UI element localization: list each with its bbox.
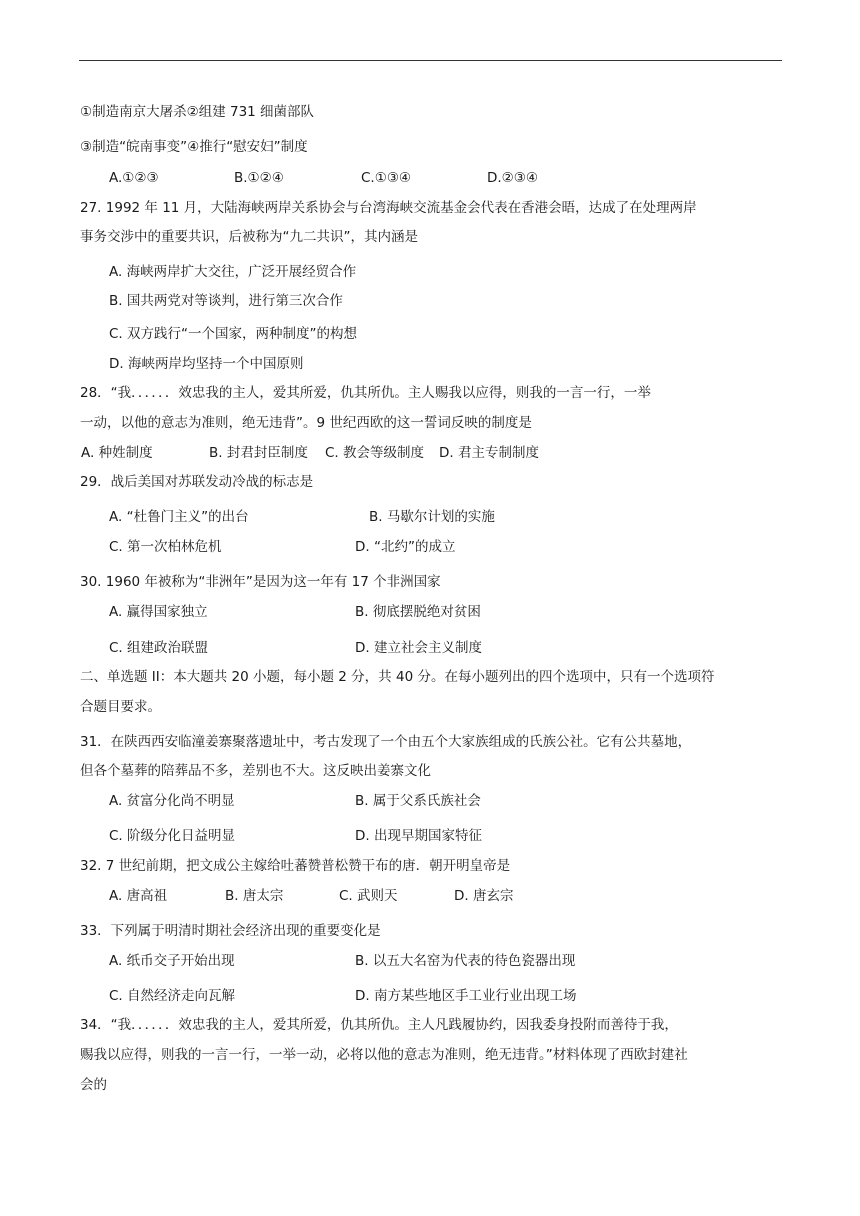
question-32-stem: 32. 7 世纪前期，把文成公主嫁给吐蕃赞普松赞干布的唐．朝开明皇帝是 xyxy=(80,858,511,874)
question-29-stem: 29．战后美国对苏联发动冷战的标志是 xyxy=(80,474,314,490)
q33-option-a: A. 纸币交子开始出现 xyxy=(109,953,235,969)
q33-option-b: B. 以五大名窑为代表的待色瓷器出现 xyxy=(355,953,576,969)
question-34-stem-cont: 赐我以应得，则我的一言一行，一举一动，必将以他的意志为准则，绝无违背。”材料体现了西欧封建社 xyxy=(80,1047,688,1063)
question-28-stem: 28．“我．．．．．．效忠我的主人，爱其所爱，仇其所仇。主人赐我以应得，则我的一言一行，一举 xyxy=(80,385,651,401)
q30-option-d: D. 建立社会主义制度 xyxy=(355,640,482,656)
q33-option-c: C. 自然经济走向瓦解 xyxy=(109,988,236,1004)
q33-option-d: D. 南方某些地区手工业行业出现工场 xyxy=(355,988,577,1004)
q29-option-b: B. 马歇尔计划的实施 xyxy=(369,509,495,525)
question-30-stem: 30. 1960 年被称为“非洲年”是因为这一年有 17 个非洲国家 xyxy=(80,574,441,590)
option-line-2: ③制造“皖南事变”④推行“慰安妇”制度 xyxy=(80,139,308,155)
q27-option-d: D. 海峡两岸均坚持一个中国原则 xyxy=(109,356,304,372)
q32-option-b: B. 唐太宗 xyxy=(225,888,284,904)
q29-option-a: A. “杜鲁门主义”的出台 xyxy=(109,509,249,525)
q27-option-c: C. 双方践行“一个国家，两种制度”的构想 xyxy=(109,326,357,342)
q29-option-d: D. “北约”的成立 xyxy=(355,539,456,555)
question-27-stem-cont: 事务交涉中的重要共识，后被称为“九二共识”，其内涵是 xyxy=(80,229,418,245)
choice-d: D.②③④ xyxy=(487,170,538,186)
q29-option-c: C. 第一次柏林危机 xyxy=(109,539,222,555)
question-31-stem-cont: 但各个墓葬的陪葬品不多，差别也不大。这反映出姜寨文化 xyxy=(80,763,431,779)
q28-option-a: A. 种姓制度 xyxy=(81,445,153,461)
q32-option-c: C. 武则天 xyxy=(339,888,398,904)
header-rule xyxy=(79,60,782,61)
q30-option-c: C. 组建政治联盟 xyxy=(109,640,209,656)
q30-option-a: A. 赢得国家独立 xyxy=(109,604,208,620)
choice-a: A.①②③ xyxy=(109,170,159,186)
q31-option-c: C. 阶级分化日益明显 xyxy=(109,828,236,844)
q32-option-a: A. 唐高祖 xyxy=(109,888,168,904)
choice-c: C.①③④ xyxy=(361,170,412,186)
question-31-stem: 31．在陕西西安临潼姜寨聚落遗址中，考古发现了一个由五个大家族组成的氏族公社。它有公共墓地， xyxy=(80,734,692,750)
q31-option-b: B. 属于父系氏族社会 xyxy=(355,793,481,809)
q27-option-a: A. 海峡两岸扩大交往，广泛开展经贸合作 xyxy=(109,264,357,280)
q31-option-a: A. 贫富分化尚不明显 xyxy=(109,793,235,809)
question-28-stem-cont: 一动，以他的意志为准则，绝无违背”。9 世纪西欧的这一誓词反映的制度是 xyxy=(80,415,532,431)
q28-option-d: D. 君主专制制度 xyxy=(439,445,539,461)
q28-option-c: C. 教会等级制度 xyxy=(325,445,425,461)
option-line-1: ①制造南京大屠杀②组建 731 细菌部队 xyxy=(80,104,315,120)
question-34-stem-end: 会的 xyxy=(80,1077,107,1093)
question-33-stem: 33．下列属于明清时期社会经济出现的重要变化是 xyxy=(80,923,381,939)
q27-option-b: B. 国共两党对等谈判，进行第三次合作 xyxy=(109,293,343,309)
question-27-stem: 27. 1992 年 11 月，大陆海峡两岸关系协会与台湾海峡交流基金会代表在香港会晤，达成了在处理两岸 xyxy=(80,200,697,216)
question-34-stem: 34．“我．．．．．．效忠我的主人，爱其所爱，仇其所仇。主人凡践履协约，因我委身投附而善待于我， xyxy=(80,1017,678,1033)
section-two-heading-cont: 合题目要求。 xyxy=(80,699,161,715)
q31-option-d: D. 出现早期国家特征 xyxy=(355,828,482,844)
q30-option-b: B. 彻底摆脱绝对贫困 xyxy=(355,604,481,620)
section-two-heading: 二、单选题 II：本大题共 20 小题，每小题 2 分，共 40 分。在每小题列出的四个选项中，只有一个选项符 xyxy=(80,669,715,685)
q32-option-d: D. 唐玄宗 xyxy=(454,888,514,904)
q28-option-b: B. 封君封臣制度 xyxy=(209,445,308,461)
choice-b: B.①②④ xyxy=(234,170,284,186)
